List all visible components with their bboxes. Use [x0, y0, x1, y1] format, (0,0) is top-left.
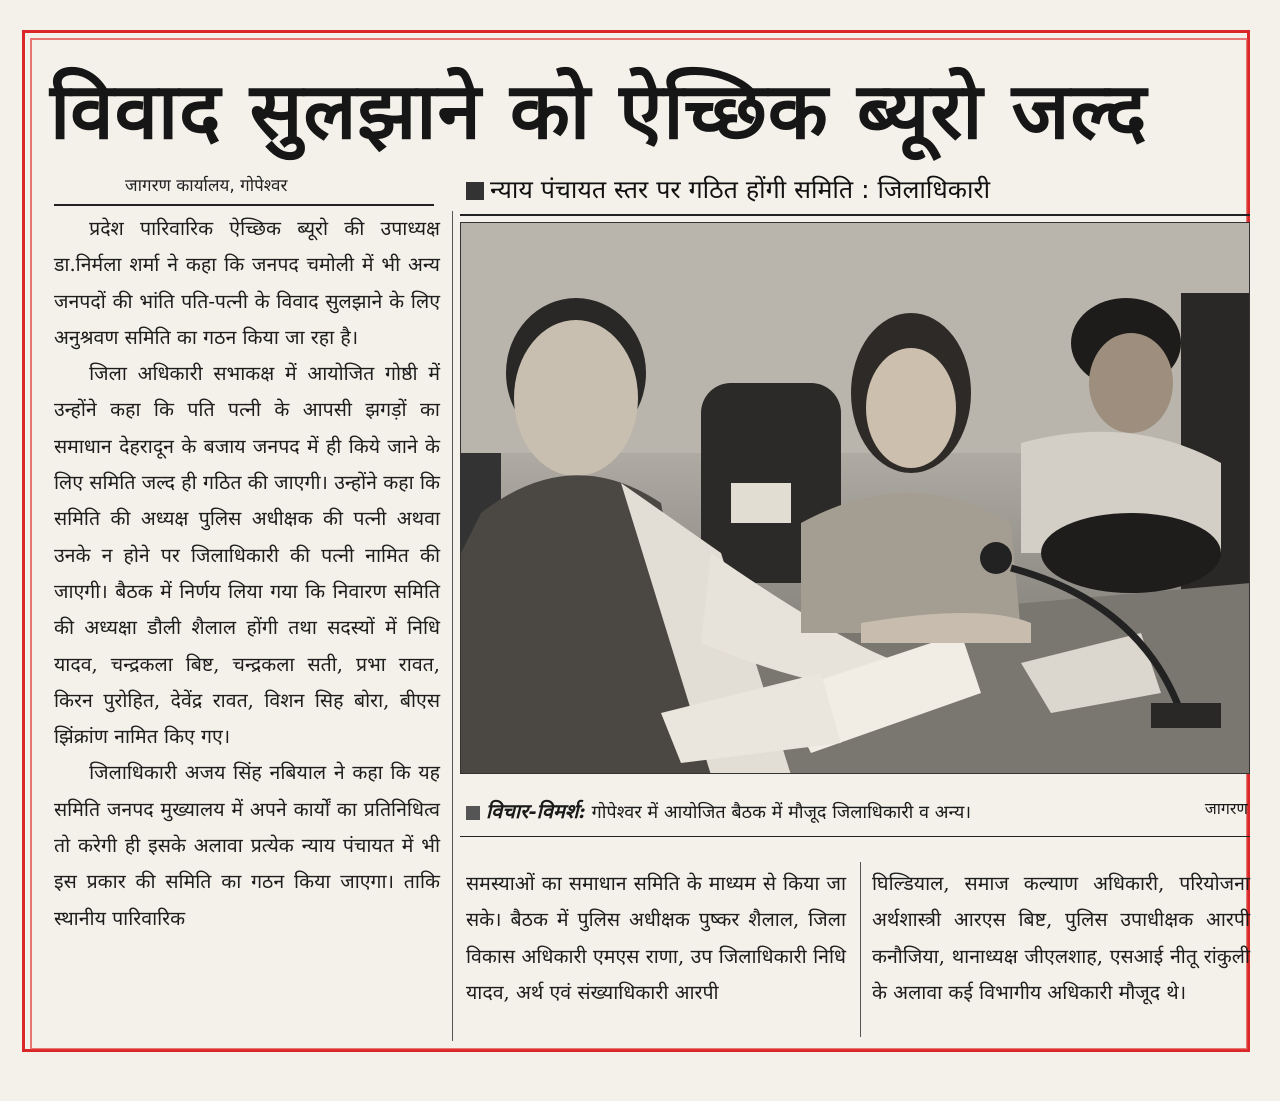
- square-bullet-icon: [466, 806, 480, 820]
- paragraph: जिलाधिकारी अजय सिंह नबियाल ने कहा कि यह समिति जनपद मुख्यालय में अपने कार्यों का प्रतिनिधित्व तो करेगी ही इसके अलावा प्रत्येक न्याय पंचायत में भी इस प्रकार की समिति का गठन किया जाएगा। ताकि स्थानीय पारिवारिक: [54, 761, 440, 930]
- dateline: जागरण कार्यालय, गोपेश्वर: [125, 176, 288, 196]
- photo-credit: जागरण: [1204, 799, 1248, 818]
- paragraph: घिल्डियाल, समाज कल्याण अधिकारी, परियोजना अर्थशास्त्री आरएस बिष्ट, पुलिस उपाधीक्षक आरपी कनौजिया, थानाध्यक्ष जीएलशाह, एसआई नीतू रांकुली के अलावा कई विभागीय अधिकारी मौजूद थे।: [872, 872, 1250, 1004]
- paragraph: समस्याओं का समाधान समिति के माध्यम से किया जा सके। बैठक में पुलिस अधीक्षक पुष्कर शैलाल, जिला विकास अधिकारी एमएस राणा, उप जिलाधिकारी निधि यादव, अर्थ एवं संख्याधिकारी आरपी: [466, 872, 846, 1004]
- caption-rule: [460, 836, 1250, 837]
- subheadline: [466, 172, 1246, 212]
- column-divider: [860, 862, 861, 1037]
- dateline-rule: [54, 204, 434, 206]
- article-column-3: [872, 866, 1250, 1011]
- square-bullet-icon: [466, 182, 484, 200]
- news-photo: [460, 222, 1250, 774]
- paragraph: प्रदेश पारिवारिक ऐच्छिक ब्यूरो की उपाध्यक्ष डा.निर्मला शर्मा ने कहा कि जनपद चमोली में भी अन्य जनपदों की भांति पति-पत्नी के विवाद सुलझाने के लिए अनुश्रवण समिति का गठन किया जा रहा है।: [54, 217, 440, 349]
- paragraph: जिला अधिकारी सभाकक्ष में आयोजित गोष्ठी में उन्होंने कहा कि पति पत्नी के आपसी झगड़ों का समाधान देहरादून के बजाय जनपद में ही किये जाने के लिए समिति जल्द ही गठित की जाएगी। उन्होंने कहा कि समिति की अध्यक्ष पुलिस अधीक्षक की पत्नी अथवा उनके न होने पर जिलाधिकारी की पत्नी नामित की जाएगी। बैठक में निर्णय लिया गया कि निवारण समिति की अध्यक्षा डौली शैलाल होंगी तथा सदस्यों में निधि यादव, चन्द्रकला बिष्ट, चन्द्रकला सती, प्रभा रावत, किरन पुरोहित, देवेंद्र रावत, विशन सिह बोरा, बीएस झिंक्रांण नामित किए गए।: [54, 362, 440, 749]
- headline: विवाद सुलझाने को ऐच्छिक ब्यूरो जल्द: [50, 66, 1148, 157]
- column-divider: [452, 211, 453, 1041]
- photo-illustration: [461, 223, 1250, 774]
- caption-label: विचार-विमर्श:: [486, 799, 586, 823]
- subheadline-text: न्याय पंचायत स्तर पर गठित होंगी समिति : जिलाधिकारी: [490, 175, 991, 204]
- article-column-1: [54, 211, 440, 937]
- article-column-2: [466, 866, 846, 1011]
- caption-text: गोपेश्वर में आयोजित बैठक में मौजूद जिलाधिकारी व अन्य।: [591, 802, 972, 823]
- subheadline-rule: [460, 214, 1250, 216]
- photo-caption: [466, 797, 1250, 829]
